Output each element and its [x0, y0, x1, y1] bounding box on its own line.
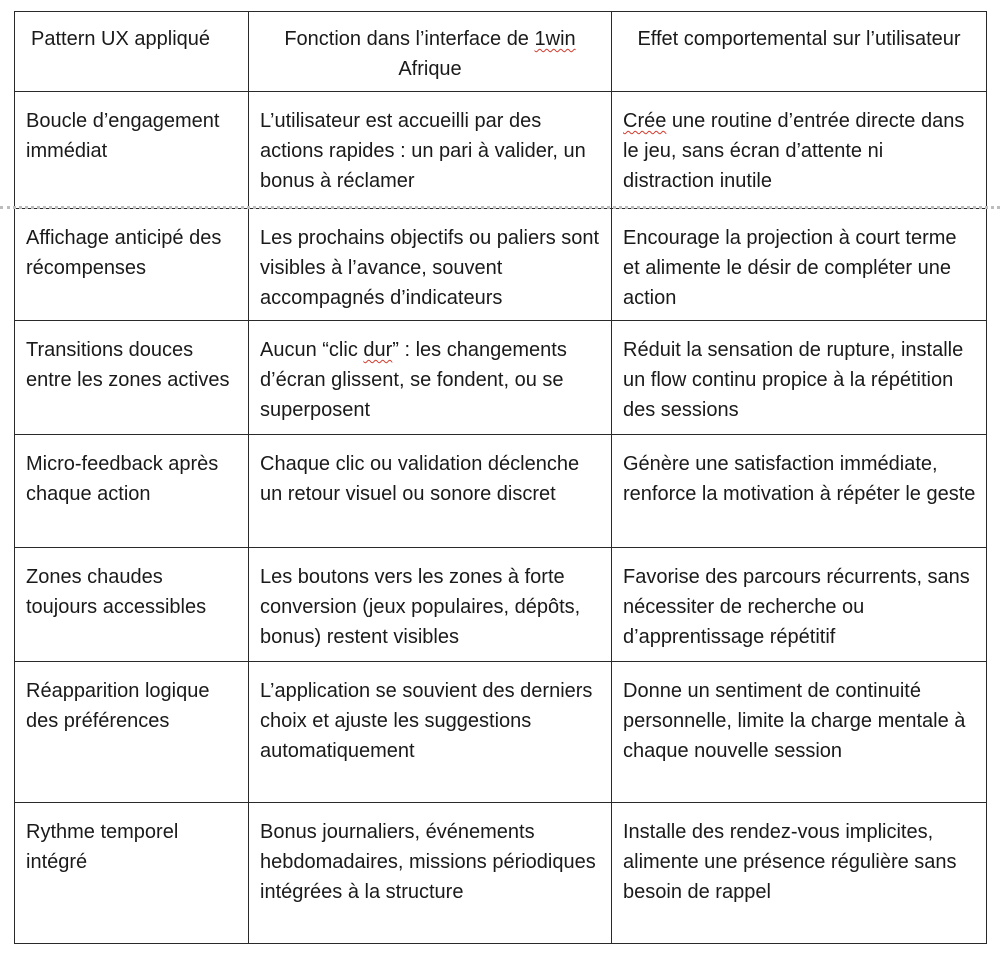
cell-effect: Réduit la sensation de rupture, installe un flow continu propice à la répétition des sessions — [612, 321, 987, 435]
cell-effect: Génère une satisfaction immédiate, renforce la motivation à répéter le geste — [612, 435, 987, 548]
table-row — [15, 435, 987, 548]
cell-effect: Favorise des parcours récurrents, sans nécessiter de recherche ou d’apprentissage répétitif — [612, 548, 987, 662]
cell-pattern: Affichage anticipé des récompenses — [15, 209, 249, 321]
cell-function: Chaque clic ou validation déclenche un retour visuel ou sonore discret — [249, 435, 612, 548]
table-row — [15, 92, 987, 209]
header-row — [15, 12, 987, 92]
header-cell-pattern: Pattern UX appliqué — [15, 12, 249, 92]
table-row — [15, 209, 987, 321]
cell-effect: Encourage la projection à court terme et alimente le désir de compléter une action — [612, 209, 987, 321]
page-break-divider — [0, 206, 1000, 209]
spellcheck-word: Crée — [623, 110, 667, 132]
ux-patterns-table — [14, 11, 987, 944]
header-cell-effect: Effet comportemental sur l’utilisateur — [612, 12, 987, 92]
cell-function: Bonus journaliers, événements hebdomadaires, missions périodiques intégrées à la structure — [249, 803, 612, 944]
cell-function: L’application se souvient des derniers choix et ajuste les suggestions automatiquement — [249, 662, 612, 803]
table-row — [15, 803, 987, 944]
table-row — [15, 662, 987, 803]
cell-pattern: Boucle d’engagement immédiat — [15, 92, 249, 209]
cell-function: Les prochains objectifs ou paliers sont visibles à l’avance, souvent accompagnés d’indicateurs — [249, 209, 612, 321]
cell-pattern: Rythme temporel intégré — [15, 803, 249, 944]
cell-function: Les boutons vers les zones à forte conversion (jeux populaires, dépôts, bonus) restent visibles — [249, 548, 612, 662]
table-row — [15, 548, 987, 662]
cell-effect: Crée une routine d’entrée directe dans le jeu, sans écran d’attente ni distraction inutile — [612, 92, 987, 209]
spellcheck-word: 1win — [534, 28, 576, 50]
cell-pattern: Micro-feedback après chaque action — [15, 435, 249, 548]
spellcheck-word: dur — [363, 339, 393, 361]
cell-pattern: Zones chaudes toujours accessibles — [15, 548, 249, 662]
cell-function: L’utilisateur est accueilli par des actions rapides : un pari à valider, un bonus à réclamer — [249, 92, 612, 209]
cell-pattern: Transitions douces entre les zones actives — [15, 321, 249, 435]
table-row — [15, 321, 987, 435]
cell-function: Aucun “clic dur” : les changements d’écran glissent, se fondent, ou se superposent — [249, 321, 612, 435]
header-cell-function: Fonction dans l’interface de 1win Afrique — [249, 12, 612, 92]
cell-pattern: Réapparition logique des préférences — [15, 662, 249, 803]
cell-effect: Donne un sentiment de continuité personnelle, limite la charge mentale à chaque nouvelle session — [612, 662, 987, 803]
cell-effect: Installe des rendez-vous implicites, alimente une présence régulière sans besoin de rappel — [612, 803, 987, 944]
